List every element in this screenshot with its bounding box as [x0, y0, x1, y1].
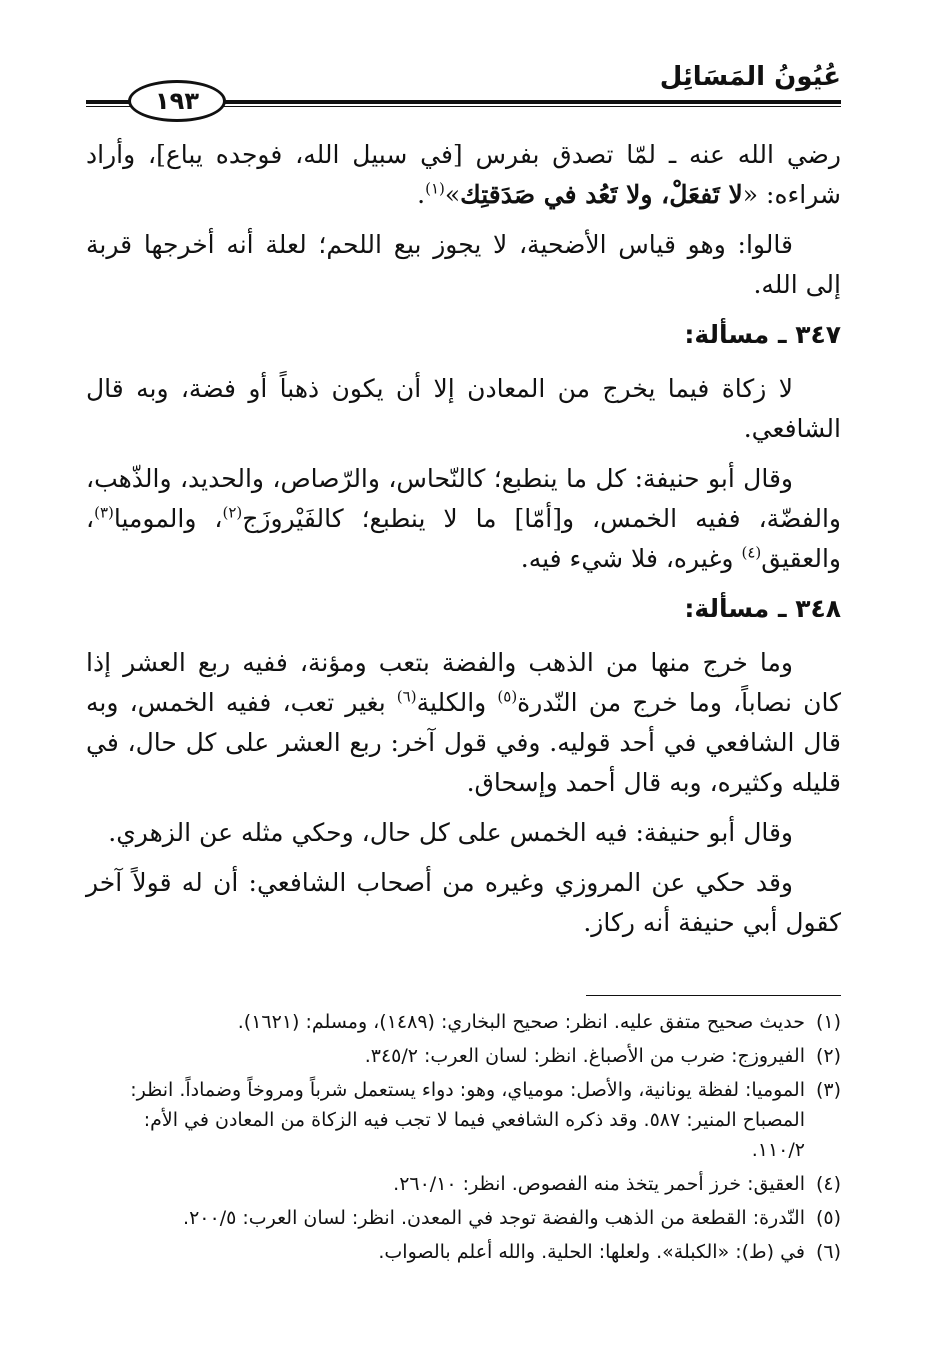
footnote-number: (٦)	[815, 1241, 841, 1263]
footnote-1	[86, 1007, 841, 1037]
footnote-6	[86, 1237, 841, 1267]
footnote-text: النّدرة: القطعة من الذهب والفضة توجد في المعدن. انظر: لسان العرب: ٢٠٠/٥.	[183, 1207, 805, 1229]
footnote-number: (١)	[815, 1011, 841, 1033]
footnote-text: في (ط): «الكبلة». ولعلها: الحلية. والله أعلم بالصواب.	[378, 1241, 805, 1263]
paragraph-7: وقد حكي عن المروزي وغيره من أصحاب الشافعي: أن له قولاً آخر كقول أبي حنيفة أنه ركاز.	[86, 868, 841, 937]
paragraph-1	[86, 135, 841, 215]
footnote-ref-3[interactable]: (٣)	[94, 503, 114, 522]
text-run: وغيره، فلا شيء فيه.	[520, 544, 742, 573]
footnote-2	[86, 1041, 841, 1071]
footnote-ref-4[interactable]: (٤)	[741, 543, 762, 562]
footnote-3	[86, 1075, 841, 1165]
paragraph-5	[86, 643, 841, 803]
footnote-ref-5[interactable]: (٥)	[497, 687, 518, 706]
footnote-4	[86, 1169, 841, 1199]
paragraph-2: قالوا: وهو قياس الأضحية، لا يجوز بيع اللحم؛ لعلة أنه أخرجها قربة إلى الله.	[86, 230, 841, 299]
text-run: »	[444, 180, 461, 209]
main-text	[86, 135, 841, 953]
footnote-text: حديث صحيح متفق عليه. انظر: صحيح البخاري: (١٤٨٩)، ومسلم: (١٦٢١).	[237, 1011, 805, 1033]
footnote-number: (٤)	[815, 1173, 841, 1195]
issue-heading-347: ٣٤٧ ـ مسألة:	[684, 320, 841, 349]
footnote-number: (٢)	[815, 1045, 841, 1067]
footnote-text: الفيروزج: ضرب من الأصباغ. انظر: لسان العرب: ٣٤٥/٢.	[364, 1045, 805, 1067]
text-run: وما خرج منها من الذهب والفضة بتعب ومؤنة، ففيه ربع العشر إذا كان نصاباً، وما خرج من النّدرة	[86, 648, 841, 717]
paragraph-6: وقال أبو حنيفة: فيه الخمس على كل حال، وحكي مثله عن الزهري.	[108, 818, 793, 847]
footnote-text: الموميا: لفظة يونانية، والأصل: مومياي، وهو: دواء يستعمل شرباً ومروخاً وضماداً. انظر: المصباح المنير: ٥٨٧. وقد ذكره الشافعي فيما لا تجب فيه الزكاة من المعادن في الأم: ١١٠/٢.	[130, 1079, 805, 1161]
paragraph-4	[86, 459, 841, 579]
footnote-separator	[586, 995, 841, 996]
footnote-ref-2[interactable]: (٢)	[222, 503, 243, 522]
footnote-number: (٣)	[815, 1079, 841, 1101]
footnote-number: (٥)	[815, 1207, 841, 1229]
text-run: بغير تعب، ففيه الخمس، وبه قال الشافعي في أحد قوليه. وفي قول آخر: ربع العشر على كل حال، في قليله وكثيره، وبه قال أحمد وإسحاق.	[86, 688, 841, 797]
running-header-title: عُيُونُ المَسَائِل	[659, 62, 841, 92]
paragraph-3: لا زكاة فيما يخرج من المعادن إلا أن يكون ذهباً أو فضة، وبه قال الشافعي.	[86, 374, 841, 443]
issue-heading-348: ٣٤٨ ـ مسألة:	[684, 594, 841, 623]
text-run: والكلية	[416, 688, 498, 717]
footnote-text: العقيق: خرز أحمر يتخذ منه الفصوص. انظر: ٢٦٠/١٠.	[393, 1173, 805, 1195]
hadith-quote: لا تَفعَلْ، ولا تَعُد في صَدَقتِك	[460, 180, 743, 209]
text-run: ، والعقيق	[86, 504, 841, 573]
footnote-ref-6[interactable]: (٦)	[396, 687, 417, 706]
page-number: ١٩٣	[128, 80, 226, 122]
footnote-ref-1[interactable]: (١)	[425, 179, 445, 198]
text-run: وقال أبو حنيفة: كل ما ينطبع؛ كالنّحاس، والرّصاص، والحديد، والذّهب، والفضّة، ففيه الخمس، و[أمّا] ما لا ينطبع؛ كالفَيْروزَج	[86, 464, 841, 533]
text-run: رضي الله عنه ـ لمّا تصدق بفرس [في سبيل الله، فوجده يباع]، وأراد شراءه: «	[86, 140, 841, 209]
text-run: ، والموميا	[113, 504, 223, 533]
text-run: .	[417, 180, 426, 209]
footnote-5	[86, 1203, 841, 1233]
footnotes	[86, 1007, 841, 1271]
